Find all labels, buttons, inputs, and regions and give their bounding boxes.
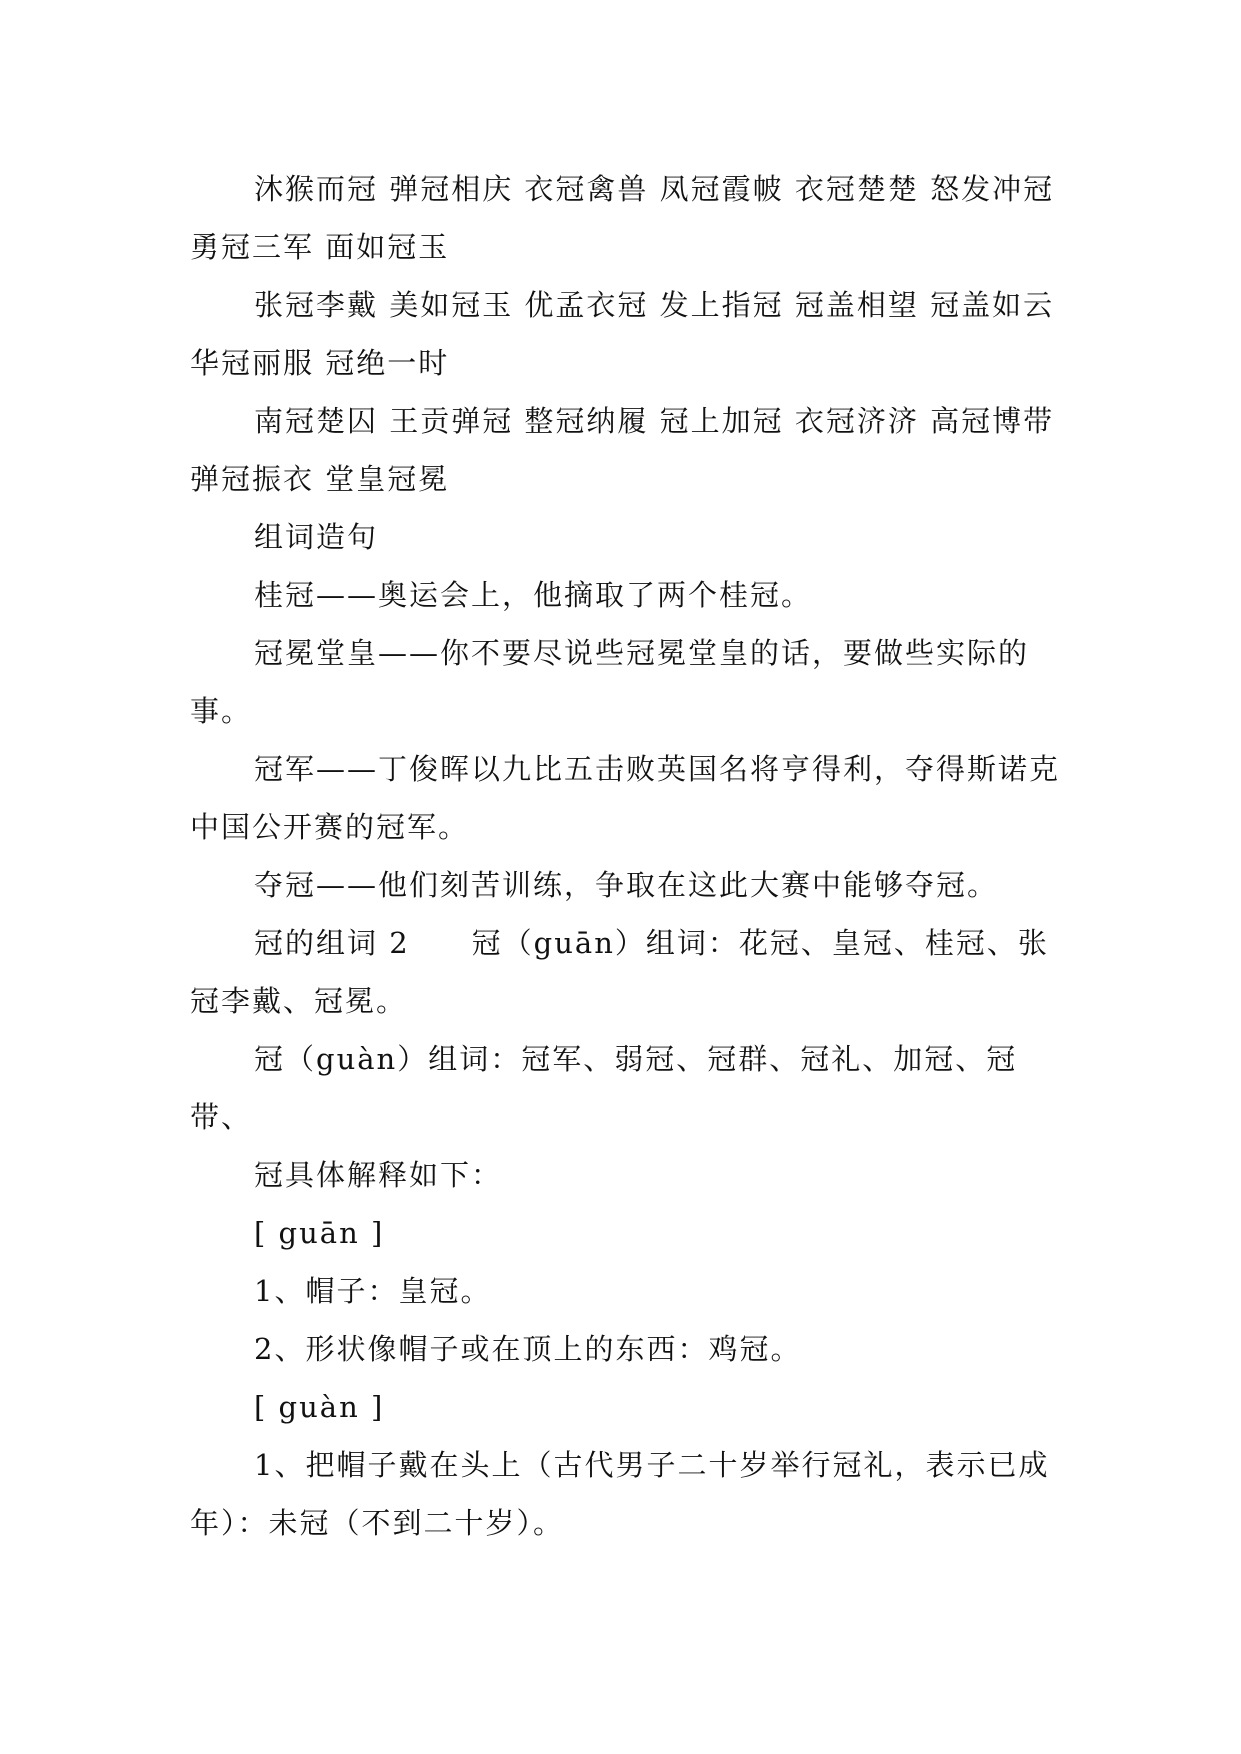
section-heading-sentences: 组词造句 bbox=[254, 520, 379, 554]
idiom-list-paragraph-1: 沐猴而冠 弹冠相庆 衣冠禽兽 凤冠霞帔 衣冠楚楚 怒发冲冠 勇冠三军 面如冠玉 bbox=[190, 172, 1066, 264]
sentence-example-2: 冠冕堂皇——你不要尽说些冠冕堂皇的话，要做些实际的事。 bbox=[190, 636, 1030, 728]
pinyin-heading-guan1: [ guān ] bbox=[254, 1216, 385, 1250]
explanation-heading: 冠具体解释如下： bbox=[254, 1158, 503, 1192]
definition-guan1-2: 2、形状像帽子或在顶上的东西：鸡冠。 bbox=[254, 1332, 802, 1366]
sentence-example-1: 桂冠——奥运会上，他摘取了两个桂冠。 bbox=[254, 578, 813, 612]
document-body bbox=[190, 160, 1066, 1552]
pinyin-heading-guan4: [ guàn ] bbox=[254, 1390, 385, 1424]
sentence-example-3: 冠军——丁俊晖以九比五击败英国名将亨得利，夺得斯诺克中国公开赛的冠军。 bbox=[190, 752, 1061, 844]
word-group-guan1: 冠的组词 2 冠（guān）组词：花冠、皇冠、桂冠、张冠李戴、冠冕。 bbox=[190, 926, 1049, 1018]
sentence-example-4: 夺冠——他们刻苦训练，争取在这此大赛中能够夺冠。 bbox=[254, 868, 999, 902]
idiom-list-paragraph-2: 张冠李戴 美如冠玉 优孟衣冠 发上指冠 冠盖相望 冠盖如云 华冠丽服 冠绝一时 bbox=[190, 288, 1066, 380]
idiom-list-paragraph-3: 南冠楚囚 王贡弹冠 整冠纳履 冠上加冠 衣冠济济 高冠博带 弹冠振衣 堂皇冠冕 bbox=[190, 404, 1066, 496]
definition-guan1-1: 1、帽子：皇冠。 bbox=[254, 1274, 492, 1308]
word-group-guan4: 冠（guàn）组词：冠军、弱冠、冠群、冠礼、加冠、冠带、 bbox=[190, 1042, 1018, 1134]
definition-guan4-1: 1、把帽子戴在头上（古代男子二十岁举行冠礼，表示已成年）：未冠（不到二十岁）。 bbox=[190, 1448, 1050, 1540]
